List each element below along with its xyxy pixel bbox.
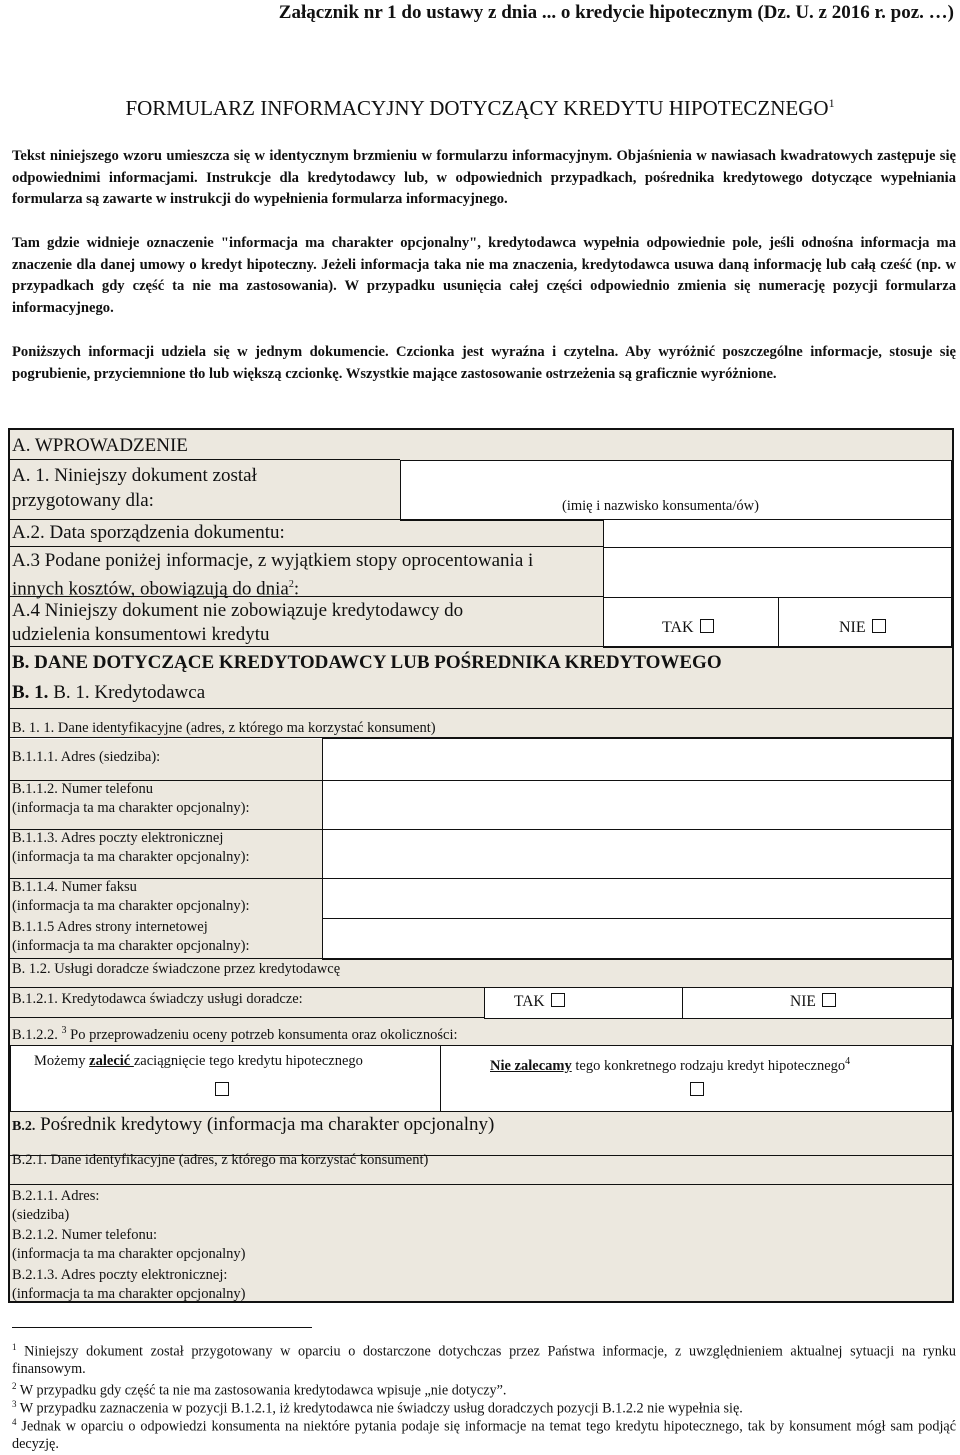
section-a-heading: A. WPROWADZENIE	[12, 435, 188, 456]
lender-email-field[interactable]	[322, 829, 952, 879]
a4-yes-option[interactable]: TAK	[662, 616, 714, 640]
document-date-field[interactable]	[603, 519, 952, 548]
intro-paragraph-3: Poniższych informacji udziela się w jednym dokumencie. Czcionka jest wyraźna i czytelna. Aby wyróżnić poszczególne informacje, stosuje się pogrubienie, przyciemnione tło lub większą czcionkę. Wszystkie mające zastosowanie ostrzeżenia są graficznie wyróżnione.	[12, 344, 956, 382]
b1113-label: B.1.1.3. Adres poczty elektronicznej (informacja ta ma charakter opcjonalny):	[12, 830, 250, 865]
intro-paragraph-2: Tam gdzie widnieje oznaczenie "informacja ma charakter opcjonalny", kredytodawca wypełnia odpowiednie pole, jeśli odnośna informacja ma znaczenie dla danej umowy o kredyt hipoteczny. Jeżeli informacja taka nie ma znaczenia, kredytodawca usuwa daną informację lub całą cześć (np. w przypadkach gdy część ta nie ma zastosowania). W przypadku usunięcia całej części odpowiednio zmienia się numerację pozycji formularza informacyjnego.	[12, 235, 956, 316]
b121-no-option[interactable]: NIE	[790, 992, 836, 1011]
b2-heading: B.2. Pośrednik kredytowy (informacja ma charakter opcjonalny)	[12, 1114, 495, 1135]
a4-label-line2: udzielenia konsumentowi kredytu	[12, 624, 270, 645]
b1111-label: B.1.1.1. Adres (siedziba):	[12, 749, 161, 765]
b122-label: B.1.2.2. $^3$ Po przeprowadzeniu oceny potrzeb konsumenta oraz okoliczności:	[12, 1025, 458, 1043]
a3-label-line1: A.3 Podane poniżej informacje, z wyjątkiem stopy oprocentowania i	[12, 550, 534, 571]
footnote-4: $^4$ Jednak w oparciu o odpowiedzi konsumenta na niektóre pytania podaje się informacje na temat tego kredytu hipotecznego, tak by konsument mógł sam podjąć decyzję.	[12, 1417, 956, 1452]
b121-label: B.1.2.1. Kredytodawca świadczy usługi doradcze:	[12, 991, 303, 1007]
checkbox-icon[interactable]	[551, 993, 565, 1007]
checkbox-icon[interactable]	[872, 619, 886, 633]
lender-website-field[interactable]	[322, 918, 952, 960]
information-form	[8, 428, 954, 1303]
b211-label: B.2.1.1. Adres: (siedziba)	[12, 1188, 100, 1223]
checkbox-icon[interactable]	[700, 619, 714, 633]
checkbox-icon[interactable]	[822, 993, 836, 1007]
not-recommend-option: Nie zalecamy tego konkretnego rodzaju kredyt hipotecznego$^4$	[490, 1056, 851, 1074]
intro-paragraph-1: Tekst niniejszego wzoru umieszcza się w identycznym brzmieniu w formularzu informacyjnym. Objaśnienia w nawiasach kwadratowych zastępuje się odpowiednimi informacjami. Instrukcje dla kredytodawcy lub, w odpowiednich przypadkach, pośrednika kredytowego dotyczące wypełniania formularza są zawarte w instrukcji do wypełnienia formularza informacyjnego.	[12, 148, 956, 207]
b21-label: B.2.1. Dane identyfikacyjne (adres, z którego ma korzystać konsument)	[12, 1152, 429, 1168]
lender-address-field[interactable]	[322, 738, 952, 781]
a1-label-line2: przygotowany dla:	[12, 490, 154, 511]
b1114-label: B.1.1.4. Numer faksu (informacja ta ma charakter opcjonalny):	[12, 879, 250, 914]
b12-label: B. 1.2. Usługi doradcze świadczone przez kredytodawcę	[12, 961, 341, 977]
footnote-separator	[12, 1327, 312, 1328]
not-recommend-checkbox[interactable]	[690, 1082, 704, 1096]
a1-hint: (imię i nazwisko konsumenta/ów)	[562, 498, 759, 514]
a4-no-option[interactable]: NIE	[839, 616, 886, 640]
lender-phone-field[interactable]	[322, 780, 952, 830]
form-title: FORMULARZ INFORMACYJNY DOTYCZĄCY KREDYTU HIPOTECZNEGO$^1$	[125, 96, 835, 120]
a3-label-line2: innych kosztów, obowiązują do dnia$^2$:	[12, 578, 300, 600]
b1115-label: B.1.1.5 Adres strony internetowej (informacja ta ma charakter opcjonalny):	[12, 919, 250, 954]
recommend-checkbox[interactable]	[215, 1082, 229, 1096]
a4-label-line1: A.4 Niniejszy dokument nie zobowiązuje kredytodawcy do	[12, 600, 464, 621]
valid-until-field[interactable]	[603, 547, 952, 598]
footnote-2: $^2$ W przypadku gdy część ta nie ma zastosowania kredytodawca wpisuje „nie dotyczy”.	[12, 1381, 507, 1399]
b11-label: B. 1. 1. Dane identyfikacyjne (adres, z którego ma korzystać konsument)	[12, 720, 436, 736]
b1-heading: B. 1. B. 1. Kredytodawca	[12, 682, 206, 703]
attachment-header: Załącznik nr 1 do ustawy z dnia ... o kredycie hipotecznym (Dz. U. z 2016 r. poz. …)	[278, 2, 954, 23]
b1112-label: B.1.1.2. Numer telefonu (informacja ta ma charakter opcjonalny):	[12, 781, 250, 816]
b213-label: B.2.1.3. Adres poczty elektronicznej: (informacja ta ma charakter opcjonalny)	[12, 1267, 246, 1302]
b121-yes-option[interactable]: TAK	[514, 992, 565, 1011]
b212-label: B.2.1.2. Numer telefonu: (informacja ta ma charakter opcjonalny)	[12, 1227, 246, 1262]
lender-fax-field[interactable]	[322, 878, 952, 919]
recommend-option: Możemy zalecić zaciągnięcie tego kredytu hipotecznego	[34, 1053, 363, 1069]
section-b-heading: B. DANE DOTYCZĄCE KREDYTODAWCY LUB POŚREDNIKA KREDYTOWEGO	[12, 652, 722, 673]
footnote-3: $^3$ W przypadku zaznaczenia w pozycji B.1.2.1, iż kredytodawca nie świadczy usług doradczych pozycji B.1.2.2 nie wypełnia się.	[12, 1399, 743, 1417]
a2-label: A.2. Data sporządzenia dokumentu:	[12, 522, 285, 543]
a1-label-line1: A. 1. Niniejszy dokument został	[12, 465, 257, 486]
footnote-1: $^1$ Niniejszy dokument został przygotowany w oparciu o dostarczone dotychczas przez Państwa informacje, z uwzględnieniem aktualnej sytuacji na rynku finansowym.	[12, 1342, 956, 1377]
